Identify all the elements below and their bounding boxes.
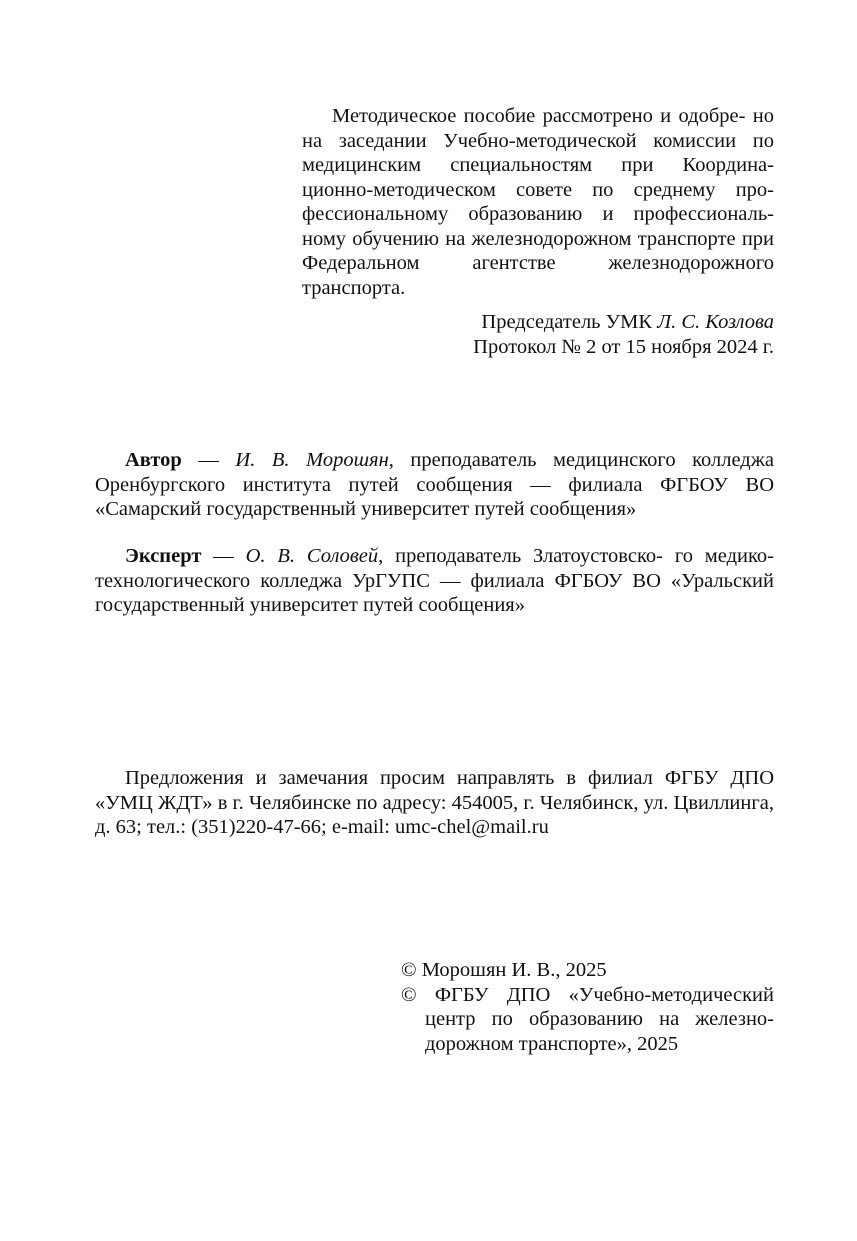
author-credit (95, 448, 774, 522)
copyright-author: © Морошян И. В., 2025 (401, 959, 607, 981)
chairman-line: Председатель УМК Л. С. Козлова (481, 311, 774, 333)
author-name: И. В. Морошян (235, 449, 389, 471)
expert-credit (95, 544, 774, 618)
approval-text: Методическое пособие рассмотрено и одобре- но на заседании Учебно-методической комиссии по медицинским специальностям при Координа- ционно-методическом совете по среднему про- фессиональному образованию и профессиональ- ному обучению на железнодорожном транспорте при Федеральном агентстве железнодорожного транспорта. (302, 105, 775, 299)
author-label: Автор (125, 449, 182, 471)
expert-label: Эксперт (125, 545, 202, 567)
author-text: Автор — И. В. Морошян, преподаватель медицинского колледжа Оренбургского института путей сообщения — филиала ФГБОУ ВО «Самарский государственный университет путей сообщения» (95, 449, 774, 520)
chairman-name: Л. С. Козлова (657, 311, 774, 333)
chairman-signature (302, 310, 774, 359)
feedback-contacts (95, 766, 774, 840)
expert-name: О. В. Соловей (245, 545, 379, 567)
expert-text: Эксперт — О. В. Соловей, преподаватель Златоустовско- го медико-технологического колледжа УрГУПС — филиала ФГБОУ ВО «Уральский государственный университет путей сообщения» (95, 545, 775, 616)
contacts-text: Предложения и замечания просим направлять в филиал ФГБУ ДПО «УМЦ ЖДТ» в г. Челябинске по адресу: 454005, г. Челябинск, ул. Цвиллинга, д. 63; тел.: (351)220-47-66; e-mail: umc-chel@mail.ru (95, 767, 774, 838)
copyright-organization: © ФГБУ ДПО «Учебно-методический центр по образованию на железно- дорожном транспорте», 2025 (401, 983, 774, 1055)
protocol-line: Протокол № 2 от 15 ноября 2024 г. (473, 335, 774, 358)
copyright-block (401, 958, 774, 1056)
approval-statement (302, 104, 774, 300)
